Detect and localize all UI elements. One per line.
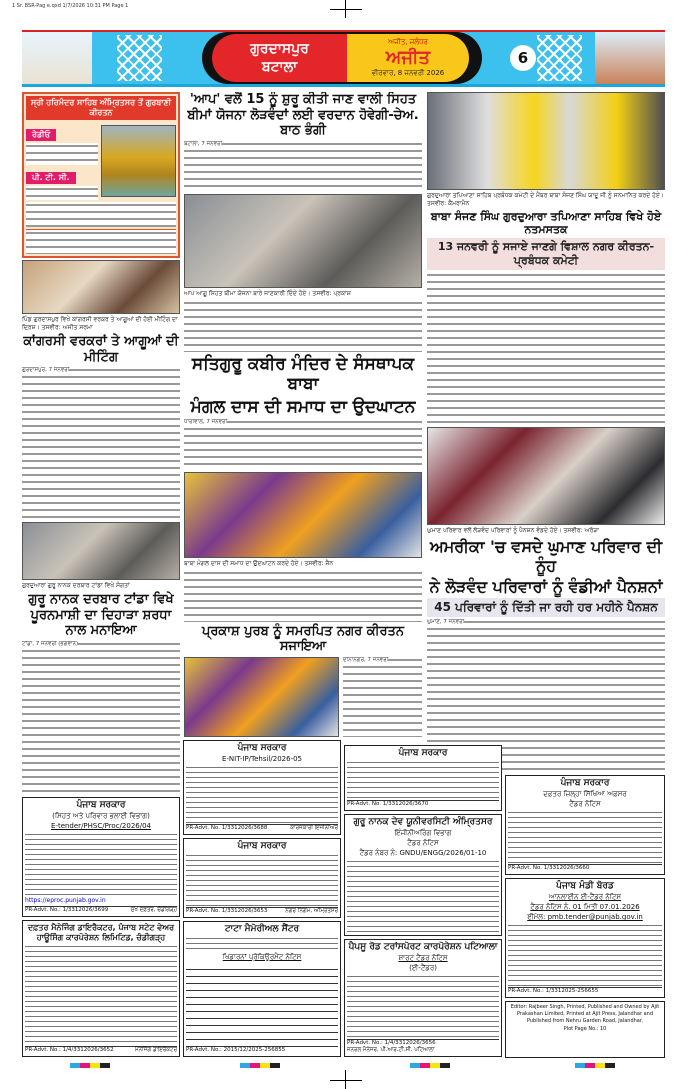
samadh-inauguration-photo [184, 472, 422, 558]
ad-signatory: ਨਗਰ ਨਿਗਮ, ਅੰਮ੍ਰਿਤਸਰ [285, 908, 338, 914]
ad-title: ਦਫ਼ਤਰ ਮੈਨੇਜਿੰਗ ਡਾਇਰੈਕਟਰ, ਪੰਜਾਬ ਸਟੇਟ ਵੇਅਰ ਹਾਊਸਿੰਗ ਕਾਰਪੋਰੇਸ਼ਨ ਲਿਮਿਟਿਡ, ਚੰਡੀਗੜ੍ਹ [27, 923, 175, 942]
ad-punjab-sarkar [183, 838, 341, 918]
temple-image-right [595, 32, 665, 84]
dateline: ਘੁਮਾਣ, 7 ਜਨਵਰੀ [427, 619, 465, 626]
newspaper-logo [202, 32, 482, 84]
photo-caption: ਗੁਰਦੁਆਰਾ ਗੁਰੂ ਨਾਨਕ ਦਰਬਾਰ ਟਾਂਡਾ ਵਿਖੇ ਸੰਗਤਾਂ [22, 582, 130, 590]
subheadline: 45 ਪਰਿਵਾਰਾਂ ਨੂੰ ਦਿੱਤੀ ਜਾ ਰਹੀ ਹਰ ਮਹੀਨੇ ਪੈਨਸ਼ਨ [427, 598, 665, 617]
lead-headline: 'ਆਪ' ਵਲੋਂ 15 ਨੂੰ ਸ਼ੁਰੂ ਕੀਤੀ ਜਾਣ ਵਾਲੀ ਸਿਹਤ ਬੀਮਾਂ ਯੋਜਨਾ ਲੋੜਵੰਦਾਂ ਲਈ ਵਰਦਾਨ ਹੋਵੇਗੀ-ਚੇਅ. ਬਾਠ ਭੰਗੀ [187, 92, 419, 139]
pension-distribution-photo [427, 427, 665, 525]
ptc-tag: ਪੀ. ਟੀ. ਸੀ. [26, 172, 76, 184]
color-bar [70, 1063, 110, 1068]
ad-text [25, 832, 177, 896]
dateline: ਬਟਾਲਾ, 7 ਜਨਵਰੀ [184, 140, 223, 147]
dateline: ਦੀਨਾਨਗਰ, 7 ਜਨਵਰੀ [343, 657, 389, 664]
imprint [505, 1001, 665, 1058]
ad-title: ਪੰਜਾਬ ਸਰਕਾਰ [76, 800, 126, 810]
ad-ref: E-NIT-IP/Tehsil/2026-05 [221, 755, 303, 763]
middle-column [184, 92, 422, 737]
headline: ਮੰਗਲ ਦਾਸ ਦੀ ਸਮਾਧ ਦਾ ਉਦਘਾਟਨ [190, 396, 416, 417]
ad-number: PR-Advt. No. 1/3312026/3653 [186, 908, 268, 914]
article-text [184, 419, 422, 470]
crop-mark [330, 1080, 362, 1081]
ad-text [347, 859, 499, 933]
honoring-photo [427, 92, 665, 190]
ad-text [508, 810, 662, 863]
color-bar [410, 1063, 450, 1068]
ad-table [186, 963, 338, 1045]
ad-number: PR-Advt. No. 1/3312026/3670 [347, 801, 429, 807]
pattern [537, 35, 582, 81]
imprint-page: Plot Page No.: 10 [563, 1026, 607, 1032]
ad-title: ਪੰਜਾਬ ਸਰਕਾਰ [560, 778, 610, 788]
box-title: ਸ੍ਰੀ ਹਰਿਮੰਦਰ ਸਾਹਿਬ ਅੰਮ੍ਰਿਤਸਰ ਤੋਂ ਗੁਰਬਾਣੀ ਕੀਰਤਨ [26, 96, 176, 120]
ad-tata-memorial [183, 921, 341, 1057]
masthead [22, 30, 665, 87]
ad-subtitle-2: (ਈ-ਟੈਂਡਰ) [409, 964, 437, 972]
headline: ਸਤਿਗੁਰੂ ਕਬੀਰ ਮੰਦਿਰ ਦੇ ਸੰਸਥਾਪਕ ਬਾਬਾ [191, 353, 415, 395]
photo-caption: ਪਿੰਡ ਗੁਰਦਾਸਪੁਰ ਵਿਖੇ ਕਾਂਗਰਸੀ ਵਰਕਰ ਤੇ ਆਗੂਆਂ ਦੀ ਹੋਈ ਮੀਟਿੰਗ ਦਾ ਦ੍ਰਿਸ਼। ਤਸਵੀਰ: ਅਜੀਤ ਸਰਮਾ [22, 316, 178, 331]
subheadline: 13 ਜਨਵਰੀ ਨੂੰ ਸਜਾਏ ਜਾਣਗੇ ਵਿਸ਼ਾਲ ਨਗਰ ਕੀਰਤਨ-ਪ੍ਰਬੰਧਕ ਕਮੇਟੀ [427, 238, 665, 270]
ad-text [186, 936, 338, 952]
ad-title: ਪੰਜਾਬ ਮੰਡੀ ਬੋਰਡ [556, 881, 614, 891]
ad-signatory: ਕਾਰਜਕਾਰੀ ਇੰਜੀਨੀਅਰ [290, 825, 338, 831]
ad-ref: ਟੈਂਡਰ ਨੰਬਰ ਨੰ: GNDU/ENGG/2026/01-10 [359, 849, 487, 857]
photo-caption: ਗੁਰਦੁਆਰਾ ਤਪਿਆਣਾ ਸਾਹਿਬ ਪ੍ਰਬੰਧਕ ਕਮੇਟੀ ਦੇ ਮੈਂਬਰ ਬਾਬਾ ਸੰਜਣ ਸਿੰਘ ਯਾਦੂ ਜੀ ਨੂੰ ਸਨਮਾਨਿਤ ਕਰਦੇ ਹੋਏ। ਤਸਵੀਰ: ਕੈਮਰਾਮੈਨ [427, 192, 664, 207]
left-column [22, 92, 180, 794]
ad-education-office [505, 775, 665, 875]
dateline: ਗੁਰਦਾਸਪੁਰ, 7 ਜਨਵਰੀ [22, 367, 70, 374]
article-text [184, 300, 422, 351]
photo-caption: ਆਪ ਆਗੂ ਸਿਹਤ ਬੀਮਾ ਯੋਜਨਾ ਬਾਰੇ ਜਾਣਕਾਰੀ ਦਿੰਦੇ ਹੋਏ। ਤਸਵੀਰ: ਪ੍ਰਕਾਸ਼ [184, 290, 351, 298]
photo-caption: ਘੁਮਾਣ ਪਰਿਵਾਰ ਵਲੋਂ ਲੋੜਵੰਦ ਪਰਿਵਾਰਾਂ ਨੂੰ ਪੈਨਸ਼ਨ ਵੰਡਦੇ ਹੋਏ। ਤਸਵੀਰ: ਅਰੋੜਾ [427, 526, 600, 534]
headline: ਨੇ ਲੋੜਵੰਦ ਪਰਿਵਾਰਾਂ ਨੂੰ ਵੰਡੀਆਂ ਪੈਨਸ਼ਨਾਂ [429, 577, 663, 597]
text-block [26, 229, 176, 255]
ad-punjab-sarkar [183, 740, 341, 835]
ad-text [186, 853, 338, 906]
ad-title: ਪੰਜਾਬ ਸਰਕਾਰ [237, 841, 287, 851]
nagar-kirtan-photo [184, 657, 339, 737]
ad-email[interactable]: ਈਮੇਲ: pmb.tender@punjab.gov.in [527, 913, 643, 921]
ad-text [347, 974, 499, 1038]
ad-subtitle: ਇੰਜੀਨੀਅਰਿੰਗ ਵਿਭਾਗ [394, 829, 452, 837]
headline: ਅਮਰੀਕਾ 'ਚ ਵਸਦੇ ਘੁਮਾਣ ਪਰਿਵਾਰ ਦੀ ਨੂੰਹ [429, 536, 663, 576]
ad-text [186, 765, 338, 823]
ad-number: PR-Advt. No.: 1/3312025-256655 [508, 988, 599, 994]
ad-subtitle: ਸ਼ਾਰਟ ਟੈਂਡਰ ਨੋਟਿਸ [398, 954, 448, 962]
article-text [22, 641, 180, 794]
publisher: ਅਜੀਤ, ਜਲੰਧਰ [388, 38, 428, 46]
insurance-scheme-photo [184, 194, 422, 288]
ad-punjab-sarkar [344, 745, 502, 811]
ad-health-dept [22, 797, 180, 917]
text-block [26, 186, 98, 200]
article-text [184, 570, 422, 621]
text-block [26, 143, 98, 165]
temple-image-left [22, 32, 92, 84]
ad-number: PR-Advt. No. 1/3312026/3660 [508, 865, 590, 871]
headline: ਪ੍ਰਕਾਸ਼ ਪੁਰਬ ਨੂੰ ਸਮਰਪਿਤ ਨਗਰ ਕੀਰਤਨ ਸਜਾਇਆ [201, 623, 404, 655]
ad-signatory: ਮੈਨੇਜਿੰਗ ਡਾਇਰੈਕਟਰ [134, 1047, 177, 1053]
ad-number: PR-Advt. No.: 2015/12/2025-256855 [186, 1047, 286, 1053]
gurbani-kirtan-box [22, 92, 180, 258]
text-block [26, 202, 176, 227]
ad-subtitle-2: ਟੈਂਡਰ ਨੋਟਿਸ [407, 839, 439, 847]
radio-tag: ਰੇਡੀਓ [26, 129, 56, 141]
article-text [427, 272, 665, 425]
print-slug: 1 Sr. BSR-Pag e.qxd 1/7/2026 10:31 PM Page 1 [12, 3, 129, 9]
ad-title: ਪੰਜਾਬ ਸਰਕਾਰ [237, 743, 287, 753]
edition-name: ਗੁਰਦਾਸਪੁਰ [250, 41, 309, 57]
ad-ref: ਟੈਂਡਰ ਨੋਟਿਸ ਨੰ. 01 ਮਿਤੀ 07.01.2026 [530, 903, 640, 911]
gurdwara-photo [22, 522, 180, 580]
ad-warehousing [22, 920, 180, 1057]
page-number: 6 [510, 45, 536, 71]
color-bar [575, 1063, 615, 1068]
ad-subtitle: ਖਿਡਾਰਨਾਂ ਪ੍ਰੋਕਿਊਰਮੈਂਟ ਨੋਟਿਸ [222, 953, 302, 961]
right-column [427, 92, 665, 772]
imprint-text: Editor: Rajbeer Singh, Printed, Published and Owned by Ajit Prakashan Limited, Printed at Ajit Press, Jalandhar and Published from Nehru Garden Road, Jalandhar. [510, 1004, 660, 1024]
ad-title: ਗੁਰੂ ਨਾਨਕ ਦੇਵ ਯੂਨੀਵਰਸਿਟੀ ਅੰਮ੍ਰਿਤਸਰ [353, 817, 493, 827]
ad-number: PR-Advt. No.: 1/3312026/3699 [25, 907, 109, 913]
ad-title: ਪੰਜਾਬ ਸਰਕਾਰ [398, 748, 448, 758]
ad-link[interactable]: https://eproc.punjab.gov.in [25, 897, 106, 904]
golden-temple-photo [101, 125, 177, 197]
ad-title: ਟਾਟਾ ਮੈਮੋਰੀਅਲ ਸੈਂਟਰ [224, 924, 300, 934]
ad-title: ਪੈਪਸੂ ਰੋਡ ਟਰਾਂਸਪੋਰਟ ਕਾਰਪੋਰੇਸ਼ਨ ਪਟਿਆਲਾ [348, 942, 498, 952]
ad-number: PR-Advt. No.: 1/4/3312026/3652 [25, 1047, 114, 1053]
ad-subtitle-2: ਟੈਂਡਰ ਨੋਟਿਸ [569, 800, 601, 808]
ad-signatory: ਮੁੱਖ ਦਫ਼ਤਰ, ਚੰਡੀਗੜ੍ਹ [130, 907, 177, 913]
paper-name: ਅਜੀਤ [385, 47, 431, 68]
ad-gndu-tender [344, 814, 502, 936]
dateline: ਧਾਰੀਵਾਲ, 7 ਜਨਵਰੀ [184, 418, 228, 425]
ad-text [25, 944, 177, 1045]
headline: ਗੁਰੂ ਨਾਨਕ ਦਰਬਾਰ ਟਾਂਡਾ ਵਿਖੇ ਪੂਰਨਮਾਸ਼ੀ ਦਾ ਦਿਹਾੜਾ ਸ਼ਰਧਾ ਨਾਲ ਮਨਾਇਆ [28, 592, 174, 639]
article-text [184, 141, 422, 192]
ad-signatory: ਜਨਰਲ ਮੈਨੇਜਰ, ਪੀ.ਆਰ.ਟੀ.ਸੀ. ਪਟਿਆਲਾ [347, 1047, 435, 1053]
color-bar [240, 1063, 280, 1068]
ad-subtitle: ਦਫ਼ਤਰ ਜ਼ਿਲ੍ਹਾ ਸਿੱਖਿਆ ਅਫ਼ਸਰ [543, 790, 627, 798]
ad-text [508, 923, 662, 986]
ad-number: PR-Advt. No. 1/3312026/3688 [186, 825, 268, 831]
article-text [343, 657, 422, 737]
issue-date: ਵੀਰਵਾਰ, 8 ਜਨਵਰੀ 2026 [371, 69, 445, 77]
ad-pepsu-rtc [344, 939, 502, 1057]
meeting-photo [22, 260, 180, 314]
edition-name-2: ਬਟਾਲਾ [261, 59, 298, 75]
photo-caption: ਬਾਬਾ ਮੰਗਲ ਦਾਸ ਦੀ ਸਮਾਧ ਦਾ ਉਦਘਾਟਨ ਕਰਦੇ ਹੋਏ। ਤਸਵੀਰ: ਜੈਨ [184, 560, 334, 568]
pattern [117, 35, 162, 81]
headline: ਕਾਂਗਰਸੀ ਵਰਕਰਾਂ ਤੇ ਆਗੂਆਂ ਦੀ ਮੀਟਿੰਗ [23, 334, 179, 365]
headline: ਬਾਬਾ ਸੰਜਣ ਸਿੰਘ ਗੁਰਦੁਆਰਾ ਤਪਿਆਣਾ ਸਾਹਿਬ ਵਿਖੇ ਹੋਏ ਨਤਮਸਤਕ [430, 210, 662, 237]
ad-mandi-board [505, 878, 665, 998]
ad-subtitle: ਆਨਲਾਈਨ ਈ-ਟੈਂਡਰ ਨੋਟਿਸ [548, 893, 622, 901]
ad-text [347, 760, 499, 799]
ad-subtitle: (ਸਿਹਤ ਅਤੇ ਪਰਿਵਾਰ ਭਲਾਈ ਵਿਭਾਗ) [52, 812, 150, 820]
ad-number: PR-Advt. No.: 1/4/3312026/3656 [347, 1040, 436, 1046]
article-text [22, 367, 180, 520]
crop-mark [330, 9, 362, 10]
dateline: ਟਾਂਡਾ, 7 ਜਨਵਰੀ (ਭਗਵਾਨ) [22, 640, 79, 647]
ad-ref: E-tender/PHSC/Proc/2026/04 [51, 822, 151, 830]
